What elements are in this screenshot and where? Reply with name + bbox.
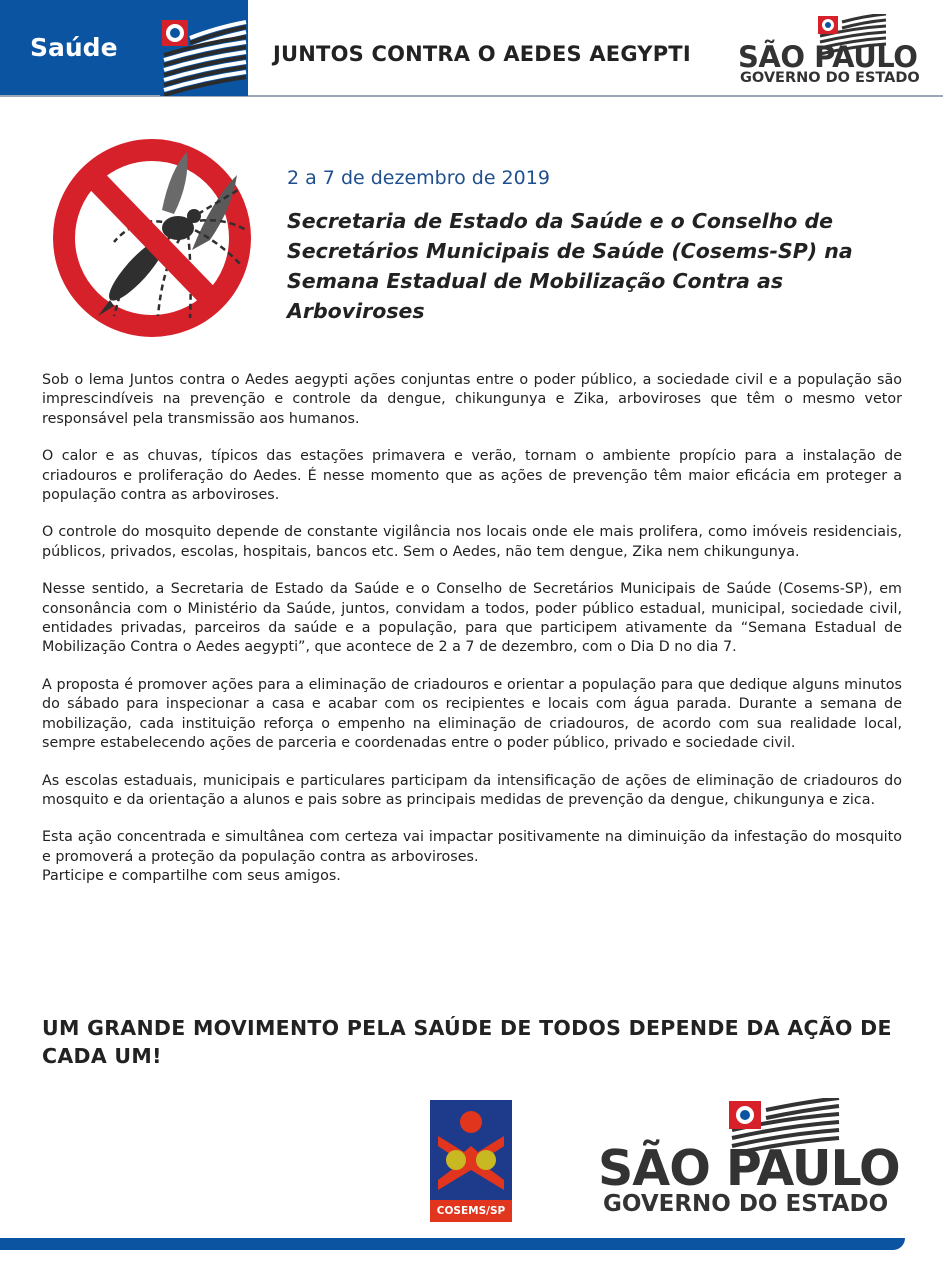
paragraph: Esta ação concentrada e simultânea com certeza vai impactar positivamente na diminuição da infestação do mosquito e promoverá a proteção da população contra as arboviroses. [42, 829, 902, 865]
paragraph: O controle do mosquito depende de constante vigilância nos locais onde ele mais prolifera, como imóveis residenciais, públicos, privados, escolas, hospitais, bancos etc. Sem o Aedes, não tem dengue, Zika nem chikungunya. [42, 524, 902, 560]
closing-slogan: UM GRANDE MOVIMENTO PELA SAÚDE DE TODOS DEPENDE DA AÇÃO DE CADA UM! [42, 1016, 892, 1068]
logo-name: SÃO PAULO [738, 40, 918, 74]
header-divider [0, 95, 943, 97]
no-mosquito-icon [42, 130, 267, 350]
footer-blue-bar [0, 1238, 905, 1250]
paragraph: As escolas estaduais, municipais e particulares participam da intensificação de ações de eliminação de criadouros do mosquito e da orientação a alunos e pais sobre as principais medidas de prevenção da dengue, chikungunya e zica. [42, 772, 902, 808]
cosems-label: COSEMS/SP [430, 1200, 512, 1222]
sao-paulo-flag-icon [160, 14, 248, 96]
headline: Secretaria de Estado da Saúde e o Conselho de Secretários Municipais de Saúde (Cosems-SP) na Semana Estadual de Mobilização Contra as Arboviroses [287, 209, 853, 323]
cosems-emblem-icon [430, 1100, 512, 1200]
logo-subtitle: GOVERNO DO ESTADO [740, 70, 920, 86]
section-label: Saúde [30, 33, 118, 62]
page-header [0, 0, 943, 98]
paragraph: Nesse sentido, a Secretaria de Estado da Saúde e o Conselho de Secretários Municipais de Saúde (Cosems-SP), em consonância com o Ministério da Saúde, juntos, convidam a todos, poder público estadual, municipal, sociedade civil, entidades privadas, parceiros da saúde e a população, para que participem ativamente da “Semana Estadual de Mobilização Contra o Aedes aegypti”, que acontece de 2 a 7 de dezembro, com o Dia D no dia 7. [42, 581, 902, 656]
paragraph: O calor e as chuvas, típicos das estações primavera e verão, tornam o ambiente propício para a instalação de criadouros e proliferação do Aedes. É nesse momento que as ações de prevenção têm maior eficácia em proteger a população contra as arboviroses. [42, 448, 902, 504]
event-date: 2 a 7 de dezembro de 2019 [287, 167, 550, 189]
paragraph: Sob o lema Juntos contra o Aedes aegypti ações conjuntas entre o poder público, a sociedade civil e a população são imprescindíveis na prevenção e controle da dengue, chikungunya e Zika, arboviroses que têm o mesmo vetor responsável pela transmissão aos humanos. [42, 372, 902, 427]
sao-paulo-logo [738, 14, 928, 86]
logo-subtitle: GOVERNO DO ESTADO [603, 1191, 889, 1217]
campaign-title: JUNTOS CONTRA O AEDES AEGYPTI [273, 42, 691, 66]
sao-paulo-logo-footer [598, 1098, 918, 1223]
cosems-logo [430, 1100, 512, 1222]
article-body [42, 371, 902, 887]
paragraph: A proposta é promover ações para a eliminação de criadouros e orientar a população para que dedique alguns minutos do sábado para inspecionar a casa e acabar com os recipientes e locais com água parada. Durante a semana de mobilização, cada instituição reforça o empenho na eliminação de criadouros, de acordo com sua realidade local, sempre estabelecendo ações de parceria e coordenadas entre o poder público, privado e sociedade civil. [42, 676, 902, 752]
paragraph: Participe e compartilhe com seus amigos. [42, 868, 341, 885]
logo-name: SÃO PAULO [598, 1140, 900, 1197]
